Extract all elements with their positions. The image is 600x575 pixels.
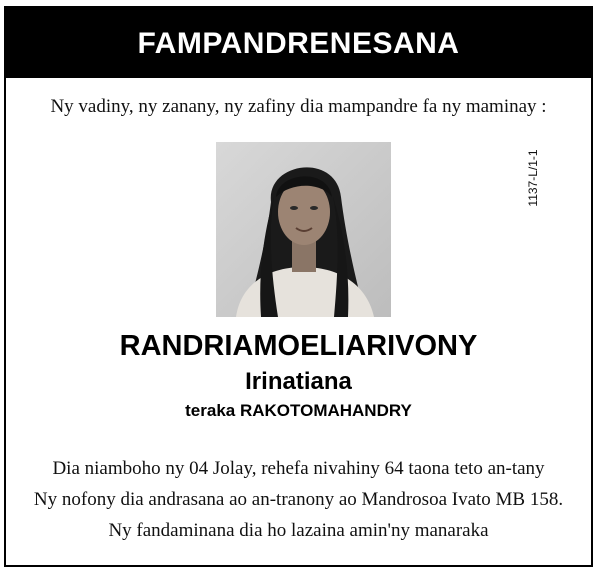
deceased-maiden-name: teraka RAKOTOMAHANDRY (185, 401, 412, 420)
notice-frame (4, 6, 593, 567)
deceased-surname: RANDRIAMOELIARIVONY (119, 330, 478, 362)
detail-line: Dia niamboho ny 04 Jolay, rehefa nivahiny 64 taona teto an-tany (52, 458, 545, 479)
detail-line: Ny nofony dia andrasana ao an-tranony ao Mandrosoa Ivato MB 158. (33, 489, 564, 510)
notice-title: FAMPANDRENESANA (6, 8, 591, 78)
portrait-photo (216, 142, 391, 317)
reference-code: 1137-L/1-1 (526, 149, 540, 207)
deceased-given-name: Irinatiana (245, 368, 352, 395)
intro-text: Ny vadiny, ny zanany, ny zafiny dia mampandre fa ny maminay : (50, 96, 547, 117)
portrait-image (216, 142, 391, 317)
detail-line: Ny fandaminana dia ho lazaina amin'ny manaraka (108, 520, 489, 541)
